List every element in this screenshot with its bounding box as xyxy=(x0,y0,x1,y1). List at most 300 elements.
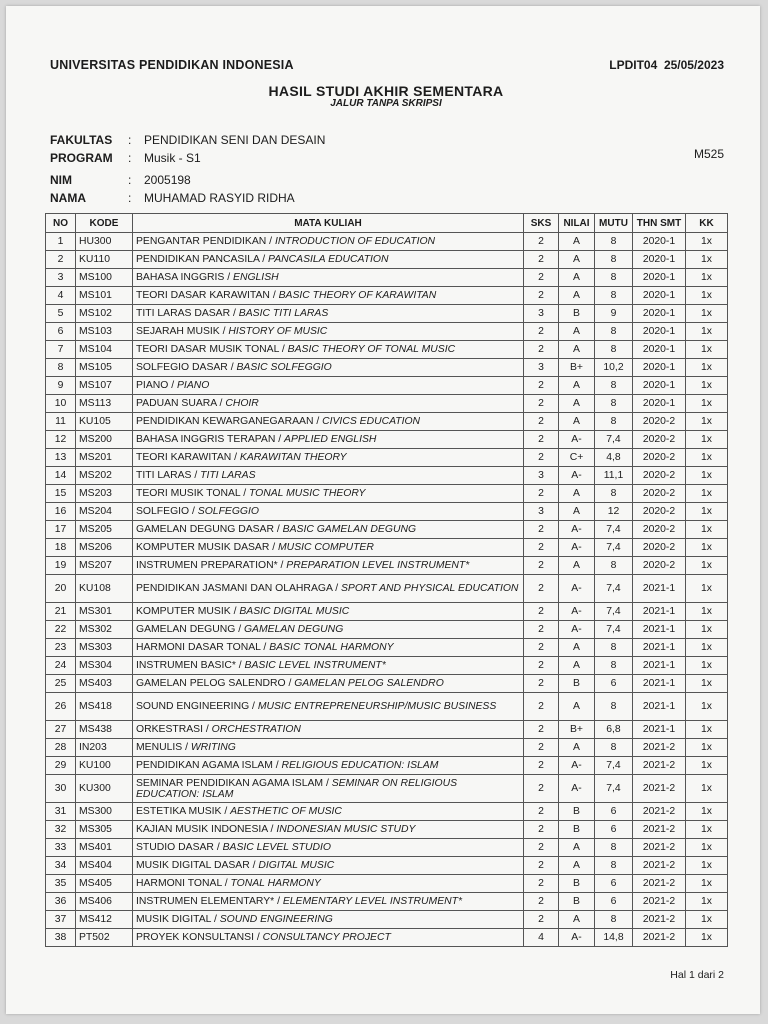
cell-kk: 1x xyxy=(686,929,728,947)
cell-kode: MS113 xyxy=(76,395,133,413)
fakultas-label: FAKULTAS xyxy=(50,133,113,147)
cell-mutu: 6,8 xyxy=(595,721,633,739)
cell-sks: 2 xyxy=(524,893,559,911)
table-row xyxy=(46,803,728,821)
cell-mutu: 6 xyxy=(595,893,633,911)
cell-mata-kuliah xyxy=(133,739,524,757)
cell-mata-kuliah xyxy=(133,821,524,839)
cell-kode: MS100 xyxy=(76,269,133,287)
cell-nilai: A xyxy=(559,269,595,287)
cell-sks: 2 xyxy=(524,539,559,557)
document-subtitle: JALUR TANPA SKRIPSI xyxy=(330,98,442,109)
cell-sks: 2 xyxy=(524,431,559,449)
document-title: HASIL STUDI AKHIR SEMENTARA xyxy=(268,83,504,99)
cell-kk: 1x xyxy=(686,485,728,503)
cell-no: 21 xyxy=(46,603,76,621)
course-name-id: INSTRUMEN ELEMENTARY* / xyxy=(136,896,283,907)
program-value: Musik - S1 xyxy=(144,151,201,165)
cell-kode: MS102 xyxy=(76,305,133,323)
document-id xyxy=(609,58,724,72)
cell-mata-kuliah xyxy=(133,323,524,341)
cell-mata-kuliah xyxy=(133,757,524,775)
cell-kk: 1x xyxy=(686,539,728,557)
course-name-id: PENDIDIKAN AGAMA ISLAM / xyxy=(136,760,282,771)
cell-mata-kuliah xyxy=(133,893,524,911)
cell-kode: MS302 xyxy=(76,621,133,639)
cell-kk: 1x xyxy=(686,721,728,739)
cell-mutu: 7,4 xyxy=(595,621,633,639)
cell-kode: MS101 xyxy=(76,287,133,305)
course-name-id: ESTETIKA MUSIK / xyxy=(136,806,231,817)
cell-kk: 1x xyxy=(686,803,728,821)
cell-mata-kuliah xyxy=(133,721,524,739)
cell-no: 33 xyxy=(46,839,76,857)
university-name: UNIVERSITAS PENDIDIKAN INDONESIA xyxy=(50,58,294,72)
cell-sks: 2 xyxy=(524,775,559,803)
course-name-en: BASIC GAMELAN DEGUNG xyxy=(282,524,417,535)
cell-kode: MS205 xyxy=(76,521,133,539)
cell-nilai: B+ xyxy=(559,359,595,377)
col-header-thn-smt: THN SMT xyxy=(633,214,686,233)
cell-mata-kuliah xyxy=(133,431,524,449)
cell-nilai: A- xyxy=(559,575,595,603)
course-name-en: BASIC THEORY OF TONAL MUSIC xyxy=(287,344,456,355)
cell-kk: 1x xyxy=(686,821,728,839)
course-name-id: MUSIK DIGITAL / xyxy=(136,914,220,925)
course-name-en: HISTORY OF MUSIC xyxy=(228,326,328,337)
table-row xyxy=(46,911,728,929)
cell-thn-smt: 2020-2 xyxy=(633,521,686,539)
cell-mutu: 7,4 xyxy=(595,521,633,539)
cell-no: 37 xyxy=(46,911,76,929)
course-name-en: INDONESIAN MUSIC STUDY xyxy=(276,824,416,835)
course-name-en: RELIGIOUS EDUCATION: ISLAM xyxy=(281,760,439,771)
cell-sks: 2 xyxy=(524,395,559,413)
table-row xyxy=(46,503,728,521)
cell-thn-smt: 2020-2 xyxy=(633,557,686,575)
cell-nilai: A- xyxy=(559,431,595,449)
cell-no: 27 xyxy=(46,721,76,739)
cell-kk: 1x xyxy=(686,621,728,639)
cell-no: 14 xyxy=(46,467,76,485)
cell-kode: MS206 xyxy=(76,539,133,557)
cell-nilai: A xyxy=(559,839,595,857)
cell-kk: 1x xyxy=(686,269,728,287)
cell-kode: MS304 xyxy=(76,657,133,675)
cell-thn-smt: 2020-1 xyxy=(633,269,686,287)
cell-kk: 1x xyxy=(686,305,728,323)
cell-mata-kuliah xyxy=(133,621,524,639)
cell-mutu: 14,8 xyxy=(595,929,633,947)
cell-mata-kuliah xyxy=(133,539,524,557)
cell-no: 13 xyxy=(46,449,76,467)
cell-mutu: 7,4 xyxy=(595,757,633,775)
cell-no: 30 xyxy=(46,775,76,803)
cell-mutu: 9 xyxy=(595,305,633,323)
cell-nilai: A xyxy=(559,233,595,251)
cell-nilai: A- xyxy=(559,775,595,803)
table-row xyxy=(46,251,728,269)
course-name-en: SPORT AND PHYSICAL EDUCATION xyxy=(340,583,519,594)
cell-mata-kuliah xyxy=(133,693,524,721)
course-name-id: KOMPUTER MUSIK / xyxy=(136,606,240,617)
cell-mutu: 8 xyxy=(595,657,633,675)
cell-mutu: 8 xyxy=(595,413,633,431)
course-name-en: MUSIC ENTREPRENEURSHIP/MUSIC BUSINESS xyxy=(257,701,497,712)
cell-kk: 1x xyxy=(686,575,728,603)
table-row xyxy=(46,557,728,575)
course-name-id: PADUAN SUARA / xyxy=(136,398,226,409)
table-row xyxy=(46,739,728,757)
cell-mutu: 8 xyxy=(595,557,633,575)
cell-nilai: A- xyxy=(559,467,595,485)
cell-kode: PT502 xyxy=(76,929,133,947)
cell-kode: KU105 xyxy=(76,413,133,431)
cell-nilai: A xyxy=(559,413,595,431)
cell-kk: 1x xyxy=(686,657,728,675)
cell-no: 36 xyxy=(46,893,76,911)
cell-no: 8 xyxy=(46,359,76,377)
cell-nilai: A- xyxy=(559,757,595,775)
cell-kk: 1x xyxy=(686,341,728,359)
cell-sks: 2 xyxy=(524,657,559,675)
cell-thn-smt: 2020-1 xyxy=(633,251,686,269)
course-name-en: BASIC SOLFEGGIO xyxy=(236,362,332,373)
cell-mata-kuliah xyxy=(133,377,524,395)
cell-mata-kuliah xyxy=(133,575,524,603)
grades-table xyxy=(45,213,728,947)
cell-thn-smt: 2020-1 xyxy=(633,305,686,323)
cell-mata-kuliah xyxy=(133,911,524,929)
course-name-en: TONAL HARMONY xyxy=(230,878,321,889)
cell-sks: 3 xyxy=(524,359,559,377)
cell-kk: 1x xyxy=(686,503,728,521)
course-name-en: MUSIC COMPUTER xyxy=(278,542,374,553)
cell-mutu: 6 xyxy=(595,803,633,821)
cell-no: 5 xyxy=(46,305,76,323)
cell-nilai: A- xyxy=(559,621,595,639)
program-colon: : xyxy=(128,151,132,165)
cell-thn-smt: 2021-2 xyxy=(633,893,686,911)
cell-kode: MS412 xyxy=(76,911,133,929)
cell-mutu: 7,4 xyxy=(595,603,633,621)
cell-thn-smt: 2021-2 xyxy=(633,821,686,839)
cell-sks: 3 xyxy=(524,467,559,485)
cell-kk: 1x xyxy=(686,693,728,721)
course-name-id: PENDIDIKAN KEWARGANEGARAAN / xyxy=(136,416,323,427)
cell-mutu: 12 xyxy=(595,503,633,521)
cell-thn-smt: 2020-1 xyxy=(633,287,686,305)
cell-no: 17 xyxy=(46,521,76,539)
table-row xyxy=(46,323,728,341)
cell-kode: KU100 xyxy=(76,757,133,775)
cell-nilai: A xyxy=(559,857,595,875)
cell-kode: MS404 xyxy=(76,857,133,875)
cell-sks: 2 xyxy=(524,521,559,539)
cell-kk: 1x xyxy=(686,467,728,485)
course-name-en: APPLIED ENGLISH xyxy=(284,434,377,445)
cell-mutu: 8 xyxy=(595,639,633,657)
cell-thn-smt: 2020-2 xyxy=(633,431,686,449)
course-name-id: PENDIDIKAN PANCASILA / xyxy=(136,254,269,265)
cell-mata-kuliah xyxy=(133,657,524,675)
cell-mata-kuliah xyxy=(133,359,524,377)
cell-nilai: A xyxy=(559,557,595,575)
cell-sks: 2 xyxy=(524,857,559,875)
cell-no: 31 xyxy=(46,803,76,821)
cell-nilai: B xyxy=(559,675,595,693)
course-name-en: TONAL MUSIC THEORY xyxy=(248,488,366,499)
cell-sks: 2 xyxy=(524,721,559,739)
cell-kode: MS104 xyxy=(76,341,133,359)
col-header-kode: KODE xyxy=(76,214,133,233)
table-row xyxy=(46,233,728,251)
cell-mutu: 4,8 xyxy=(595,449,633,467)
cell-sks: 4 xyxy=(524,929,559,947)
cell-kode: MS107 xyxy=(76,377,133,395)
course-name-id: INSTRUMEN BASIC* / xyxy=(136,660,245,671)
doc-code: LPDIT04 xyxy=(609,58,658,72)
cell-thn-smt: 2021-2 xyxy=(633,739,686,757)
cell-mata-kuliah xyxy=(133,503,524,521)
info-program xyxy=(50,151,201,165)
cell-mutu: 7,4 xyxy=(595,431,633,449)
cell-sks: 2 xyxy=(524,557,559,575)
cell-no: 24 xyxy=(46,657,76,675)
cell-sks: 2 xyxy=(524,449,559,467)
cell-mata-kuliah xyxy=(133,395,524,413)
cell-nilai: A xyxy=(559,693,595,721)
cell-no: 16 xyxy=(46,503,76,521)
cell-sks: 2 xyxy=(524,269,559,287)
cell-kode: MS202 xyxy=(76,467,133,485)
course-name-en: PIANO xyxy=(177,380,210,391)
cell-kode: MS418 xyxy=(76,693,133,721)
cell-no: 19 xyxy=(46,557,76,575)
cell-mata-kuliah xyxy=(133,251,524,269)
cell-mutu: 6 xyxy=(595,675,633,693)
cell-mutu: 8 xyxy=(595,395,633,413)
cell-mata-kuliah xyxy=(133,875,524,893)
cell-no: 26 xyxy=(46,693,76,721)
course-name-en: AESTHETIC OF MUSIC xyxy=(230,806,342,817)
course-name-en: TITI LARAS xyxy=(200,470,256,481)
course-name-id: TEORI KARAWITAN / xyxy=(136,452,240,463)
course-name-id: INSTRUMEN PREPARATION* / xyxy=(136,560,287,571)
cell-thn-smt: 2020-1 xyxy=(633,395,686,413)
cell-kk: 1x xyxy=(686,359,728,377)
cell-mutu: 10,2 xyxy=(595,359,633,377)
table-row xyxy=(46,639,728,657)
course-name-id: PENGANTAR PENDIDIKAN / xyxy=(136,236,275,247)
cell-thn-smt: 2021-1 xyxy=(633,575,686,603)
cell-no: 32 xyxy=(46,821,76,839)
course-name-en: SOUND ENGINEERING xyxy=(219,914,333,925)
nama-value: MUHAMAD RASYID RIDHA xyxy=(144,191,295,205)
cell-thn-smt: 2020-2 xyxy=(633,485,686,503)
cell-no: 11 xyxy=(46,413,76,431)
cell-sks: 2 xyxy=(524,839,559,857)
course-name-id: STUDIO DASAR / xyxy=(136,842,223,853)
cell-nilai: A- xyxy=(559,521,595,539)
cell-sks: 2 xyxy=(524,233,559,251)
cell-kode: MS207 xyxy=(76,557,133,575)
course-name-en: CONSULTANCY PROJECT xyxy=(262,932,391,943)
cell-sks: 2 xyxy=(524,693,559,721)
course-name-en: ENGLISH xyxy=(233,272,279,283)
cell-no: 7 xyxy=(46,341,76,359)
table-row xyxy=(46,875,728,893)
cell-no: 1 xyxy=(46,233,76,251)
cell-no: 20 xyxy=(46,575,76,603)
course-name-en: BASIC LEVEL STUDIO xyxy=(222,842,331,853)
course-name-en: BASIC THEORY OF KARAWITAN xyxy=(278,290,437,301)
course-name-id: TITI LARAS DASAR / xyxy=(136,308,239,319)
cell-mutu: 8 xyxy=(595,269,633,287)
cell-kk: 1x xyxy=(686,893,728,911)
cell-no: 6 xyxy=(46,323,76,341)
cell-sks: 2 xyxy=(524,251,559,269)
cell-kk: 1x xyxy=(686,675,728,693)
cell-no: 9 xyxy=(46,377,76,395)
cell-mutu: 7,4 xyxy=(595,775,633,803)
cell-thn-smt: 2021-2 xyxy=(633,757,686,775)
course-name-en: GAMELAN DEGUNG xyxy=(243,624,344,635)
cell-mutu: 6 xyxy=(595,821,633,839)
cell-kode: KU300 xyxy=(76,775,133,803)
cell-nilai: A xyxy=(559,323,595,341)
cell-kode: MS203 xyxy=(76,485,133,503)
cell-sks: 2 xyxy=(524,675,559,693)
cell-mata-kuliah xyxy=(133,603,524,621)
cell-mutu: 8 xyxy=(595,377,633,395)
cell-no: 3 xyxy=(46,269,76,287)
table-row xyxy=(46,757,728,775)
cell-no: 25 xyxy=(46,675,76,693)
cell-kode: MS204 xyxy=(76,503,133,521)
cell-nilai: A- xyxy=(559,603,595,621)
table-row xyxy=(46,821,728,839)
cell-mutu: 8 xyxy=(595,341,633,359)
cell-kode: MS105 xyxy=(76,359,133,377)
cell-sks: 2 xyxy=(524,911,559,929)
cell-thn-smt: 2021-1 xyxy=(633,603,686,621)
table-row xyxy=(46,857,728,875)
cell-no: 18 xyxy=(46,539,76,557)
cell-kode: MS201 xyxy=(76,449,133,467)
cell-nilai: A xyxy=(559,739,595,757)
cell-mutu: 8 xyxy=(595,251,633,269)
cell-nilai: A xyxy=(559,377,595,395)
cell-no: 35 xyxy=(46,875,76,893)
cell-thn-smt: 2021-2 xyxy=(633,911,686,929)
cell-thn-smt: 2021-2 xyxy=(633,839,686,857)
course-name-en: ELEMENTARY LEVEL INSTRUMENT* xyxy=(282,896,463,907)
cell-kode: KU108 xyxy=(76,575,133,603)
cell-kode: MS305 xyxy=(76,821,133,839)
cell-sks: 2 xyxy=(524,757,559,775)
cell-sks: 3 xyxy=(524,305,559,323)
cell-thn-smt: 2020-2 xyxy=(633,413,686,431)
cell-sks: 2 xyxy=(524,323,559,341)
cell-nilai: A xyxy=(559,287,595,305)
cell-mutu: 7,4 xyxy=(595,539,633,557)
table-row xyxy=(46,485,728,503)
cell-nilai: B xyxy=(559,803,595,821)
cell-mata-kuliah xyxy=(133,557,524,575)
cell-mutu: 8 xyxy=(595,485,633,503)
cell-sks: 2 xyxy=(524,803,559,821)
cell-kode: MS103 xyxy=(76,323,133,341)
table-row xyxy=(46,395,728,413)
table-row xyxy=(46,449,728,467)
nim-colon: : xyxy=(128,173,132,187)
cell-kode: MS200 xyxy=(76,431,133,449)
table-body xyxy=(46,233,728,947)
cell-kode: HU300 xyxy=(76,233,133,251)
cell-nilai: C+ xyxy=(559,449,595,467)
page-number: Hal 1 dari 2 xyxy=(670,969,724,981)
cell-mata-kuliah xyxy=(133,269,524,287)
nim-value: 2005198 xyxy=(144,173,191,187)
course-name-en: WRITING xyxy=(190,742,236,753)
cell-sks: 2 xyxy=(524,821,559,839)
table-row xyxy=(46,693,728,721)
cell-mutu: 8 xyxy=(595,323,633,341)
cell-mata-kuliah xyxy=(133,803,524,821)
cell-kk: 1x xyxy=(686,413,728,431)
fakultas-colon: : xyxy=(128,133,132,147)
cell-no: 10 xyxy=(46,395,76,413)
cell-mata-kuliah xyxy=(133,233,524,251)
table-row xyxy=(46,377,728,395)
doc-date: 25/05/2023 xyxy=(663,58,724,72)
cell-kk: 1x xyxy=(686,521,728,539)
course-name-id: BAHASA INGGRIS / xyxy=(136,272,234,283)
nama-colon: : xyxy=(128,191,132,205)
cell-kk: 1x xyxy=(686,557,728,575)
cell-thn-smt: 2021-1 xyxy=(633,621,686,639)
cell-sks: 2 xyxy=(524,575,559,603)
info-nim xyxy=(50,173,191,187)
col-header-kk: KK xyxy=(686,214,728,233)
cell-no: 29 xyxy=(46,757,76,775)
cell-nilai: B xyxy=(559,821,595,839)
table-row xyxy=(46,721,728,739)
cell-nilai: A xyxy=(559,639,595,657)
course-name-en: DIGITAL MUSIC xyxy=(258,860,335,871)
nama-label: NAMA xyxy=(50,191,86,205)
cell-sks: 2 xyxy=(524,413,559,431)
course-name-id: SOUND ENGINEERING / xyxy=(136,701,258,712)
cell-no: 4 xyxy=(46,287,76,305)
cell-thn-smt: 2020-1 xyxy=(633,377,686,395)
cell-thn-smt: 2020-2 xyxy=(633,449,686,467)
cell-nilai: A xyxy=(559,395,595,413)
course-name-en: PANCASILA EDUCATION xyxy=(268,254,389,265)
cell-nilai: A- xyxy=(559,539,595,557)
cell-kode: MS406 xyxy=(76,893,133,911)
cell-thn-smt: 2021-2 xyxy=(633,857,686,875)
cell-kode: MS438 xyxy=(76,721,133,739)
cell-thn-smt: 2020-1 xyxy=(633,341,686,359)
table-row xyxy=(46,467,728,485)
cell-thn-smt: 2021-1 xyxy=(633,675,686,693)
course-name-en: SEMINAR ON RELIGIOUS EDUCATION: ISLAM xyxy=(136,777,458,800)
cell-mata-kuliah xyxy=(133,521,524,539)
col-header-mutu: MUTU xyxy=(595,214,633,233)
cell-kode: MS300 xyxy=(76,803,133,821)
